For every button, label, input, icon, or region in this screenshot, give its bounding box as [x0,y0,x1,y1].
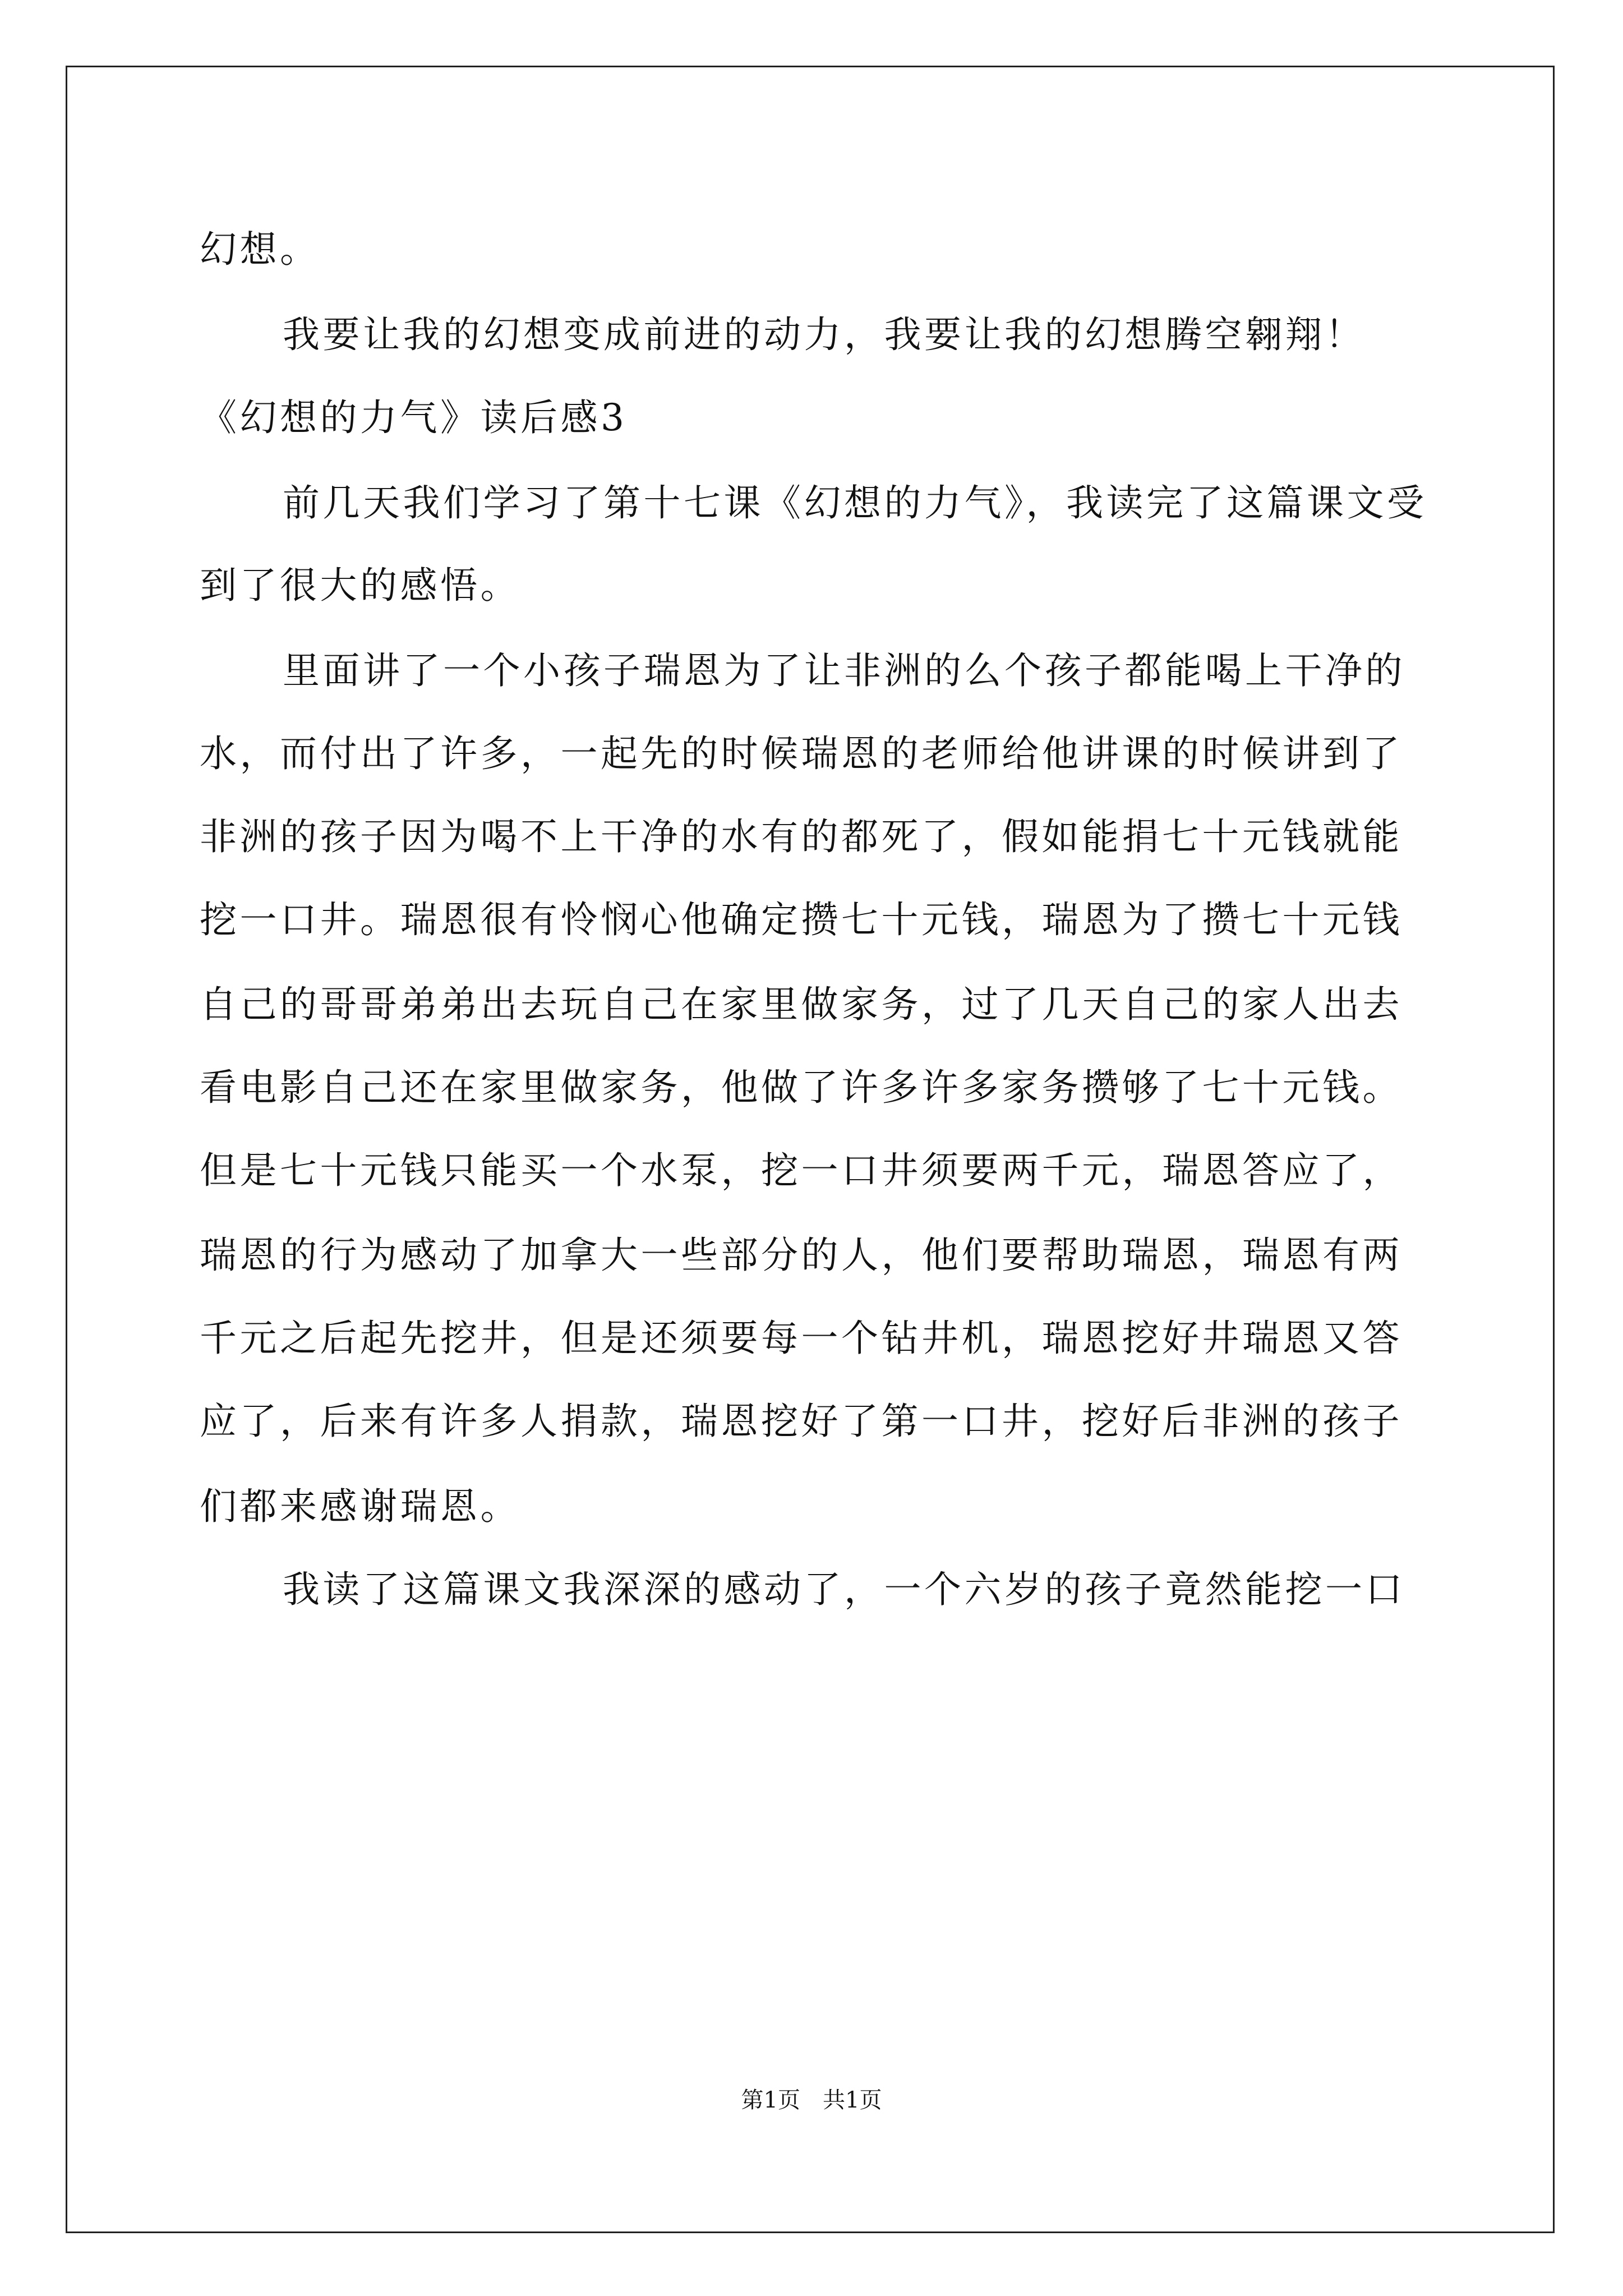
text-line: 应了，后来有许多人捐款，瑞恩挖好了第一口井，挖好后非洲的孩子 [200,1400,1403,1443]
text-line: 幻想。 [200,228,320,271]
text-line: 水，而付出了许多，一起先的时候瑞恩的老师给他讲课的时候讲到了 [200,732,1403,775]
text-line: 瑞恩的行为感动了加拿大一些部分的人，他们要帮助瑞恩，瑞恩有两 [200,1234,1403,1277]
text-line: 到了很大的感悟。 [200,564,520,607]
text-line: 我要让我的幻想变成前进的动力，我要让我的幻想腾空翱翔！ [283,313,1366,356]
text-line: 非洲的孩子因为喝不上干净的水有的都死了，假如能捐七十元钱就能 [200,815,1403,858]
page-number: 第1页 [741,2087,800,2113]
text-line: 看电影自己还在家里做家务，他做了许多许多家务攒够了七十元钱。 [200,1066,1403,1109]
text-line: 们都来感谢瑞恩。 [200,1485,520,1528]
text-line: 前几天我们学习了第十七课《幻想的力气》，我读完了这篇课文受 [283,481,1427,524]
text-line: 千元之后起先挖井，但是还须要每一个钻井机，瑞恩挖好井瑞恩又答 [200,1317,1403,1360]
text-line: 挖一口井。瑞恩很有怜悯心他确定攒七十元钱，瑞恩为了攒七十元钱 [200,898,1403,941]
text-line: 我读了这篇课文我深深的感动了，一个六岁的孩子竟然能挖一口 [283,1568,1405,1611]
section-heading: 《幻想的力气》读后感3 [200,396,628,439]
page-total: 共1页 [823,2087,882,2113]
page-footer [0,2087,1623,2114]
text-line: 里面讲了一个小孩子瑞恩为了让非洲的么个孩子都能喝上干净的 [283,649,1405,692]
text-line: 自己的哥哥弟弟出去玩自己在家里做家务，过了几天自己的家人出去 [200,983,1403,1026]
text-line: 但是七十元钱只能买一个水泵，挖一口井须要两千元，瑞恩答应了， [200,1149,1403,1192]
